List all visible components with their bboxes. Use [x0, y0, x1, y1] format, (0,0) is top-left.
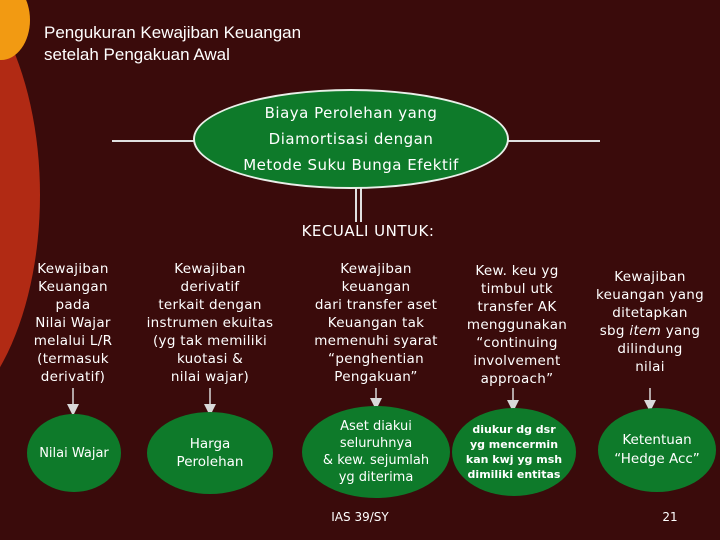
ellipse-line-1: Biaya Perolehan yang — [264, 104, 438, 122]
result5-line: “Hedge Acc” — [614, 451, 700, 467]
result-oval-4 — [452, 408, 576, 496]
amortized-cost-ellipse — [193, 89, 509, 189]
col3-line: Keuangan tak — [327, 315, 425, 331]
result-oval-5 — [598, 408, 716, 492]
page-number: 21 — [662, 510, 678, 524]
col3-line: dari transfer aset — [314, 297, 438, 313]
col5-line — [580, 322, 720, 340]
result-oval-1 — [27, 414, 121, 492]
col5-text-sbg: sbg — [599, 323, 625, 339]
result5-line: Ketentuan — [622, 432, 692, 448]
result3-line: Aset diakui — [340, 419, 412, 434]
col4-line: “continuing — [476, 335, 558, 351]
col3-line: Kewajiban — [340, 261, 412, 277]
col5-line: keuangan yang — [595, 287, 704, 303]
result3-line: & kew. sejumlah — [322, 453, 430, 468]
ellipse-line-3: Metode Suku Bunga Efektif — [243, 156, 459, 174]
col4-line: transfer AK — [477, 299, 557, 315]
col3-line: memenuhi syarat — [314, 333, 438, 349]
ellipse-line-2: Diamortisasi dengan — [268, 130, 434, 148]
col1-line: Keuangan — [38, 279, 108, 295]
result2-line: Harga — [189, 436, 231, 452]
col2-line: nilai wajar) — [170, 369, 250, 385]
result-oval-3 — [302, 406, 450, 498]
col2-line: instrumen ekuitas — [146, 315, 274, 331]
col4-line: menggunakan — [466, 317, 568, 333]
col5-text-yang: yang — [665, 323, 701, 339]
footer-source-label: IAS 39/SY — [331, 510, 389, 524]
col5-line: dilindung — [617, 341, 683, 357]
title-line-1: Pengukuran Kewajiban Keuangan — [44, 23, 302, 42]
result4-line: kan kwj yg msh — [465, 453, 563, 466]
col1-line: (termasuk — [37, 351, 109, 367]
exception-column-1 — [8, 260, 138, 386]
col2-line: terkait dengan — [158, 297, 262, 313]
col1-line: Kewajiban — [37, 261, 109, 277]
exception-column-4 — [456, 262, 578, 388]
result4-line: yg mencermin — [469, 438, 559, 451]
col4-line: timbul utk — [480, 281, 554, 297]
result4-line: diukur dg dsr — [472, 423, 556, 436]
col3-line: Pengakuan” — [334, 369, 418, 385]
exceptions-label: KECUALI UNTUK: — [301, 222, 435, 240]
col1-line: Nilai Wajar — [35, 315, 111, 331]
col5-line: ditetapkan — [612, 305, 688, 321]
result1-line: Nilai Wajar — [39, 445, 109, 461]
col1-line: pada — [55, 297, 91, 313]
result3-line: yg diterima — [338, 470, 414, 485]
result2-line: Perolehan — [176, 454, 244, 470]
result-oval-2 — [147, 412, 273, 494]
col5-text-item: item — [629, 323, 662, 339]
result4-line: dimiliki entitas — [467, 468, 561, 481]
col3-line: “penghentian — [328, 351, 424, 367]
col2-line: Kewajiban — [174, 261, 246, 277]
col5-line: nilai — [635, 359, 665, 375]
col3-line: keuangan — [341, 279, 411, 295]
exception-column-5 — [580, 268, 720, 376]
title-line-2: setelah Pengakuan Awal — [44, 45, 230, 64]
col2-line: derivatif — [180, 279, 240, 295]
col4-line: involvement — [473, 353, 561, 369]
col4-line: Kew. keu yg — [475, 263, 559, 279]
col4-line: approach” — [480, 371, 554, 387]
col2-line: (yg tak memiliki — [152, 333, 268, 349]
col1-line: melalui L/R — [33, 333, 113, 349]
result3-line: seluruhnya — [339, 436, 413, 451]
col2-line: kuotasi & — [176, 351, 244, 367]
exception-column-3 — [296, 260, 456, 386]
col5-line: Kewajiban — [614, 269, 686, 285]
col1-line: derivatif) — [40, 369, 106, 385]
exception-column-2 — [132, 260, 288, 386]
